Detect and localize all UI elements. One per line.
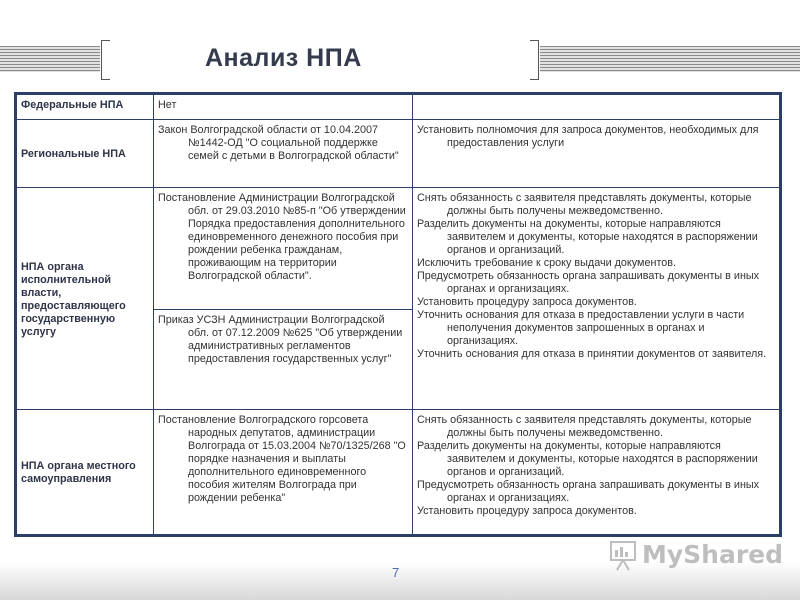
actions-cell xyxy=(413,188,781,410)
act-cell xyxy=(154,120,413,188)
npa-analysis-table xyxy=(14,92,782,537)
act-cell xyxy=(154,188,413,310)
action-item: Уточнить основания для отказа в предоставлении услуги в части неполучения документов запрошенных в органах и организациях. xyxy=(417,309,745,347)
act-cell xyxy=(154,310,413,410)
category-cell: НПА органа исполнительной власти, предоставляющего государственную услугу xyxy=(16,188,154,410)
actions-cell xyxy=(413,410,781,536)
header-bracket-left xyxy=(101,40,110,80)
watermark-text: MyShared xyxy=(642,540,784,569)
header-bracket-right xyxy=(530,40,539,80)
act-text: Приказ УСЗН Администрации Волгоградской обл. от 07.12.2009 №625 "Об утверждении административных регламентов предоставления государственных услуг" xyxy=(158,314,403,365)
presentation-board-icon xyxy=(608,538,638,572)
category-cell: НПА органа местного самоуправления xyxy=(16,410,154,536)
action-item: Предусмотреть обязанность органа запрашивать документы в иных органах и организациях. xyxy=(417,479,760,504)
action-item: Установить процедуру запроса документов. xyxy=(417,296,637,308)
action-item: Установить полномочия для запроса документов, необходимых для предоставления услуги xyxy=(417,124,759,149)
header-stripes-right xyxy=(540,46,800,72)
action-item: Уточнить основания для отказа в принятии документов от заявителя. xyxy=(417,348,767,360)
act-cell xyxy=(154,410,413,536)
myshared-watermark xyxy=(608,538,784,574)
category-cell: Региональные НПА xyxy=(16,120,154,188)
action-item: Снять обязанность с заявителя представлять документы, которые должны быть получены межведомственно. xyxy=(417,414,752,439)
action-item: Разделить документы на документы, которые направляются заявителем и документы, которые находятся в распоряжении органов и организаций. xyxy=(417,218,758,256)
action-item: Исключить требование к сроку выдачи документов. xyxy=(417,257,677,269)
action-item: Разделить документы на документы, которые направляются заявителем и документы, которые находятся в распоряжении органов и организаций. xyxy=(417,440,758,478)
page-number: 7 xyxy=(392,565,400,580)
act-text: Постановление Волгоградского горсовета народных депутатов, администрации Волгограда от 15.03.2004 №70/1325/268 "О порядке назначения и выплаты дополнительного единовременного пособия жителям Волгограда при рождении ребенка" xyxy=(158,414,406,504)
actions-cell xyxy=(413,94,781,120)
actions-cell xyxy=(413,120,781,188)
act-text: Постановление Администрации Волгоградской обл. от 29.03.2010 №85-п "Об утверждении Порядка предоставления дополнительного единовременного денежного пособия при рождении ребенка гражданам, проживающим на территории Волгоградской области". xyxy=(158,192,406,282)
act-text: Закон Волгоградской области от 10.04.2007 №1442-ОД "О социальной поддержке семей с детьми в Волгоградской области" xyxy=(158,124,399,162)
action-item: Предусмотреть обязанность органа запрашивать документы в иных органах и организациях. xyxy=(417,270,760,295)
action-item: Снять обязанность с заявителя представлять документы, которые должны быть получены межведомственно. xyxy=(417,192,752,217)
page-title: Анализ НПА xyxy=(205,44,362,72)
table-row xyxy=(16,120,781,188)
table-row xyxy=(16,410,781,536)
header-stripes-left xyxy=(0,46,100,72)
table-row xyxy=(16,188,781,310)
table-row xyxy=(16,94,781,120)
action-item: Установить процедуру запроса документов. xyxy=(417,505,637,517)
category-cell: Федеральные НПА xyxy=(16,94,154,120)
act-cell: Нет xyxy=(154,94,413,120)
